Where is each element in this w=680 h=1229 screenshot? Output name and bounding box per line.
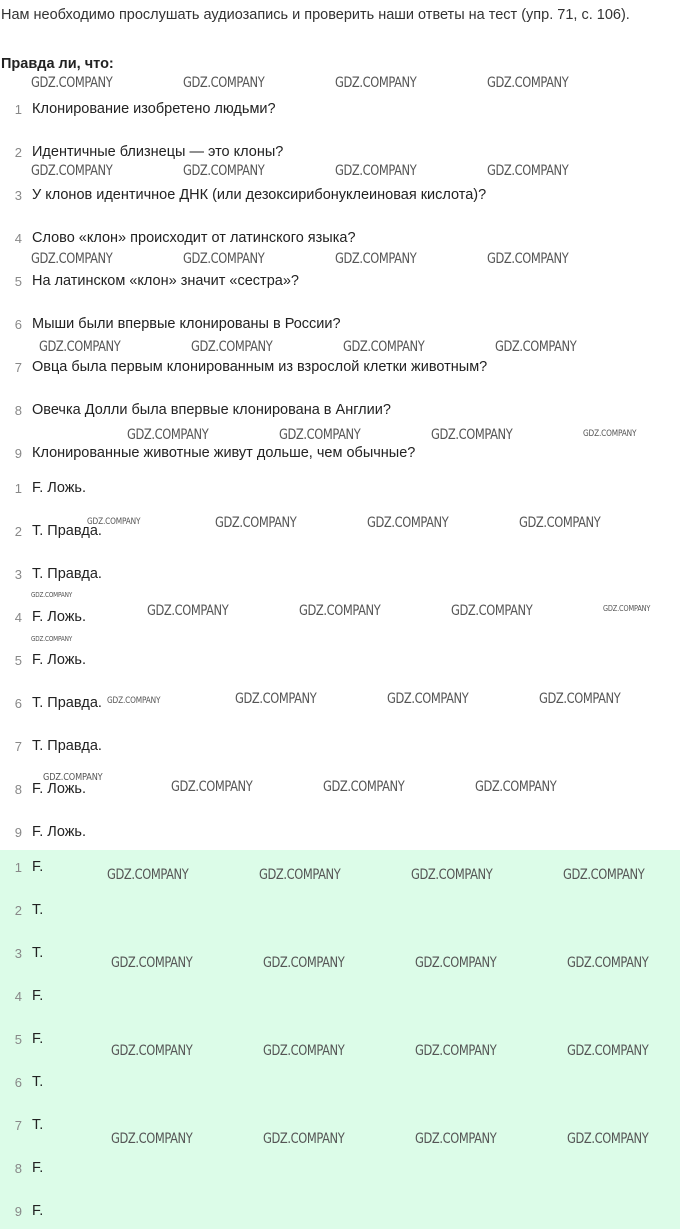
watermark: GDZ.COMPANY (111, 955, 193, 971)
list-item (0, 358, 680, 380)
watermark: GDZ.COMPANY (215, 515, 297, 531)
list-item (0, 901, 680, 923)
list-item (0, 444, 680, 466)
watermark: GDZ.COMPANY (495, 339, 577, 355)
item-text: Слово «клон» происходит от латинского языка? (32, 230, 356, 246)
watermark: GDZ.COMPANY (127, 427, 209, 443)
watermark: GDZ.COMPANY (387, 691, 469, 707)
watermark: GDZ.COMPANY (487, 75, 569, 91)
item-number: 2 (14, 145, 22, 160)
item-number: 8 (14, 782, 22, 797)
watermark: GDZ.COMPANY (263, 955, 345, 971)
item-number: 4 (14, 231, 22, 246)
watermark: GDZ.COMPANY (31, 251, 113, 267)
watermark: GDZ.COMPANY (431, 427, 513, 443)
watermark: GDZ.COMPANY (183, 163, 265, 179)
watermark: GDZ.COMPANY (487, 163, 569, 179)
watermark: GDZ.COMPANY (475, 779, 557, 795)
item-text: Овечка Долли была впервые клонирована в Англии? (32, 402, 391, 418)
item-text: T. Правда. (32, 523, 102, 539)
watermark: GDZ.COMPANY (415, 1043, 497, 1059)
item-text: F. (32, 1160, 44, 1176)
item-number: 7 (14, 1118, 22, 1133)
watermark: GDZ.COMPANY (259, 867, 341, 883)
item-number: 7 (14, 739, 22, 754)
watermark: GDZ.COMPANY (299, 603, 381, 619)
item-text: Клонирование изобретено людьми? (32, 101, 276, 117)
watermark: GDZ.COMPANY (519, 515, 601, 531)
item-number: 2 (14, 903, 22, 918)
item-number: 1 (14, 481, 22, 496)
watermark: GDZ.COMPANY (583, 429, 637, 439)
item-number: 4 (14, 610, 22, 625)
watermark: GDZ.COMPANY (39, 339, 121, 355)
watermark: GDZ.COMPANY (415, 1131, 497, 1147)
item-text: T. (32, 902, 44, 918)
list-item (0, 229, 680, 251)
item-text: У клонов идентичное ДНК (или дезоксирибонуклеиновая кислота)? (32, 187, 487, 203)
watermark: GDZ.COMPANY (451, 603, 533, 619)
list-item (0, 651, 680, 673)
watermark: GDZ.COMPANY (343, 339, 425, 355)
item-number: 1 (14, 860, 22, 875)
watermark: GDZ.COMPANY (279, 427, 361, 443)
watermark: GDZ.COMPANY (567, 1131, 649, 1147)
list-item (0, 479, 680, 501)
item-number: 6 (14, 696, 22, 711)
item-number: 6 (14, 317, 22, 332)
item-number: 5 (14, 653, 22, 668)
item-number: 9 (14, 825, 22, 840)
item-text: F. Ложь. (32, 652, 87, 668)
watermark: GDZ.COMPANY (335, 163, 417, 179)
list-item (0, 186, 680, 208)
watermark: GDZ.COMPANY (31, 75, 113, 91)
item-text: T. Правда. (32, 738, 102, 754)
item-text: F. (32, 1203, 44, 1219)
item-number: 3 (14, 567, 22, 582)
item-text: T. Правда. (32, 695, 102, 711)
watermark: GDZ.COMPANY (335, 251, 417, 267)
item-number: 9 (14, 1204, 22, 1219)
watermark: GDZ.COMPANY (487, 251, 569, 267)
watermark: GDZ.COMPANY (411, 867, 493, 883)
item-number: 6 (14, 1075, 22, 1090)
watermark: GDZ.COMPANY (367, 515, 449, 531)
list-item (0, 1159, 680, 1181)
item-text: T. (32, 945, 44, 961)
list-item (0, 565, 680, 587)
watermark: GDZ.COMPANY (183, 251, 265, 267)
watermark: GDZ.COMPANY (603, 604, 651, 613)
item-text: Идентичные близнецы — это клоны? (32, 144, 284, 160)
item-text: F. (32, 988, 44, 1004)
item-text: Овца была первым клонированным из взрослой клетки животным? (32, 359, 488, 375)
watermark: GDZ.COMPANY (171, 779, 253, 795)
item-number: 9 (14, 446, 22, 461)
item-text: F. (32, 859, 44, 875)
watermark: GDZ.COMPANY (31, 591, 73, 599)
item-text: Клонированные животные живут дольше, чем обычные? (32, 445, 416, 461)
list-item (0, 143, 680, 165)
item-number: 5 (14, 1032, 22, 1047)
watermark: GDZ.COMPANY (335, 75, 417, 91)
item-number: 3 (14, 188, 22, 203)
watermark: GDZ.COMPANY (563, 867, 645, 883)
list-item (0, 401, 680, 423)
watermark: GDZ.COMPANY (43, 772, 103, 783)
item-text: На латинском «клон» значит «сестра»? (32, 273, 299, 289)
watermark: GDZ.COMPANY (235, 691, 317, 707)
watermark: GDZ.COMPANY (183, 75, 265, 91)
watermark: GDZ.COMPANY (31, 635, 73, 643)
item-text: F. (32, 1031, 44, 1047)
watermark: GDZ.COMPANY (263, 1131, 345, 1147)
item-text: T. (32, 1117, 44, 1133)
item-number: 7 (14, 360, 22, 375)
item-number: 8 (14, 1161, 22, 1176)
list-item (0, 987, 680, 1009)
item-number: 2 (14, 524, 22, 539)
item-number: 4 (14, 989, 22, 1004)
item-text: T. (32, 1074, 44, 1090)
watermark: GDZ.COMPANY (567, 1043, 649, 1059)
watermark: GDZ.COMPANY (147, 603, 229, 619)
watermark: GDZ.COMPANY (87, 517, 141, 527)
watermark: GDZ.COMPANY (567, 955, 649, 971)
list-item (0, 1073, 680, 1095)
item-text: F. Ложь. (32, 824, 87, 840)
watermark: GDZ.COMPANY (539, 691, 621, 707)
list-item (0, 272, 680, 294)
item-number: 1 (14, 102, 22, 117)
watermark: GDZ.COMPANY (191, 339, 273, 355)
list-item (0, 737, 680, 759)
item-text: F. Ложь. (32, 781, 87, 797)
item-number: 8 (14, 403, 22, 418)
watermark: GDZ.COMPANY (415, 955, 497, 971)
watermark: GDZ.COMPANY (323, 779, 405, 795)
item-number: 3 (14, 946, 22, 961)
list-item (0, 1202, 680, 1224)
item-text: F. Ложь. (32, 609, 87, 625)
list-item (0, 823, 680, 845)
list-item (0, 315, 680, 337)
item-number: 5 (14, 274, 22, 289)
watermark: GDZ.COMPANY (107, 696, 161, 706)
watermark: GDZ.COMPANY (263, 1043, 345, 1059)
watermark: GDZ.COMPANY (107, 867, 189, 883)
watermark: GDZ.COMPANY (31, 163, 113, 179)
item-text: F. Ложь. (32, 480, 87, 496)
watermark: GDZ.COMPANY (111, 1043, 193, 1059)
task-instruction: Нам необходимо прослушать аудиозапись и проверить наши ответы на тест (упр. 71, с. 106). (1, 7, 630, 23)
list-item (0, 100, 680, 122)
watermark: GDZ.COMPANY (111, 1131, 193, 1147)
item-text: T. Правда. (32, 566, 102, 582)
item-text: Мыши были впервые клонированы в России? (32, 316, 341, 332)
section-heading: Правда ли, что: (1, 56, 114, 72)
